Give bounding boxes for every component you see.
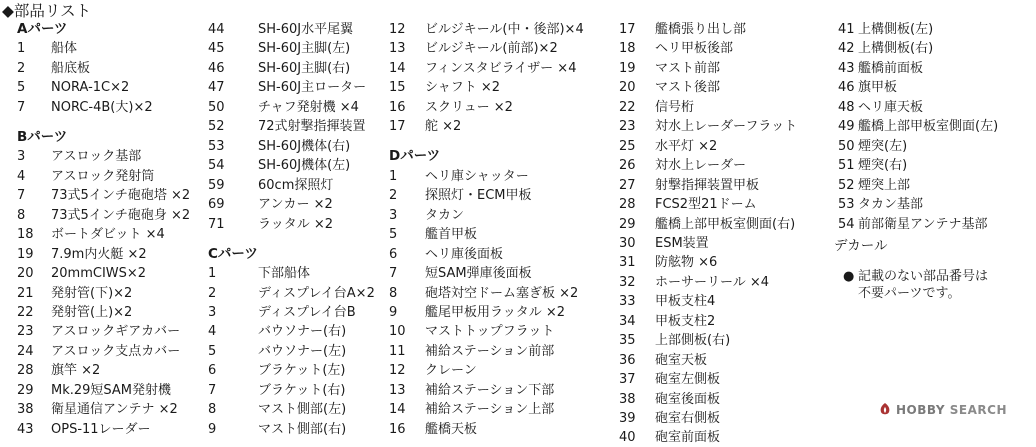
- part-name: ブラケット(左): [258, 363, 346, 379]
- part-name: 船底板: [51, 60, 91, 76]
- part-number: 7: [17, 99, 26, 115]
- part-number: 37: [619, 372, 636, 388]
- part-number: 47: [208, 80, 225, 96]
- parts-group-heading: Aパーツ: [17, 21, 68, 37]
- part-number: 52: [838, 177, 855, 193]
- part-number: 9: [208, 421, 217, 437]
- watermark-label: SEARCH: [949, 403, 1007, 417]
- part-name: ブラケット(右): [258, 382, 346, 398]
- part-number: 3: [389, 207, 398, 223]
- part-number: 39: [619, 411, 636, 426]
- part-number: 41: [838, 22, 855, 37]
- part-number: 17: [389, 119, 406, 135]
- part-name: バウソナー(右): [258, 324, 347, 340]
- part-name: 7.9m内火艇 ×2: [51, 246, 147, 262]
- note-bullet: ●: [843, 269, 855, 284]
- part-number: 51: [838, 158, 855, 174]
- part-number: 22: [17, 304, 34, 320]
- part-name: 砲室天板: [655, 352, 708, 368]
- part-name: ディスプレイ台B: [258, 304, 356, 320]
- part-number: 26: [619, 158, 636, 174]
- part-number: 17: [619, 22, 636, 37]
- part-number: 46: [208, 60, 225, 76]
- part-name: Mk.29短SAM発射機: [51, 382, 172, 398]
- part-name: ヘリ庫天板: [858, 99, 924, 115]
- watermark-brand: HOBBY: [896, 403, 946, 417]
- part-name: アスロックギアカバー: [51, 324, 181, 340]
- part-name: 補給ステーション下部: [425, 382, 555, 398]
- part-name: 73式5インチ砲砲身 ×2: [51, 207, 191, 223]
- parts-group-heading: Cパーツ: [208, 245, 258, 262]
- part-name: 艦橋前面板: [858, 60, 924, 76]
- hobby-search-watermark: [878, 399, 1036, 421]
- part-name: アンカー ×2: [258, 197, 333, 213]
- part-number: 28: [619, 197, 636, 213]
- part-number: 5: [389, 227, 398, 243]
- part-number: 2: [389, 188, 398, 204]
- part-number: 32: [619, 274, 636, 290]
- part-name: ビルジキール(前部)×2: [425, 41, 558, 57]
- part-name: 艦尾甲板用ラッタル ×2: [425, 304, 566, 320]
- part-name: マスト後部: [655, 80, 721, 96]
- part-number: 18: [17, 227, 34, 243]
- part-name: NORA-1C×2: [51, 80, 130, 96]
- part-number: 15: [389, 80, 406, 96]
- part-name: タカン: [425, 207, 465, 223]
- note-line-1: 記載のない部品番号は: [858, 269, 989, 284]
- part-number: 35: [619, 333, 636, 349]
- part-number: 7: [389, 266, 398, 282]
- part-name: ヘリ庫後面板: [425, 246, 504, 262]
- note-line-2: 不要パーツです。: [858, 286, 961, 301]
- part-number: 2: [17, 60, 26, 76]
- part-name: 60cm探照灯: [258, 177, 334, 193]
- parts-group-heading: Bパーツ: [17, 128, 68, 145]
- part-number: 19: [17, 246, 34, 262]
- part-number: 22: [619, 99, 636, 115]
- part-number: 16: [389, 421, 406, 437]
- part-number: 24: [17, 343, 34, 359]
- part-name: SH-60J主ローター: [258, 80, 367, 96]
- part-name: 発射管(下)×2: [51, 285, 133, 301]
- part-name: 探照灯・ECM甲板: [425, 188, 532, 204]
- part-name: ESM装置: [655, 235, 709, 251]
- part-number: 11: [389, 343, 406, 359]
- part-number: 9: [389, 304, 398, 320]
- part-number: 7: [17, 188, 26, 204]
- part-name: 艦橋天板: [425, 421, 478, 437]
- part-name: 20mmCIWS×2: [51, 266, 147, 282]
- part-number: 33: [619, 294, 636, 310]
- part-number: 48: [838, 99, 855, 115]
- part-name: アスロック発射筒: [51, 168, 155, 184]
- part-name: 上部側板(右): [655, 333, 731, 349]
- part-number: 20: [619, 80, 636, 96]
- part-name: 射撃指揮装置甲板: [655, 177, 760, 193]
- part-number: 38: [619, 391, 636, 407]
- part-name: 前部衛星アンテナ基部: [858, 216, 988, 232]
- part-name: 砲室左側板: [655, 372, 721, 388]
- part-number: 13: [389, 382, 406, 398]
- part-number: 10: [389, 324, 406, 340]
- part-name: OPS-11レーダー: [51, 421, 151, 437]
- part-name: ディスプレイ台A×2: [258, 285, 375, 301]
- part-name: バウソナー(左): [258, 343, 347, 359]
- part-name: 信号桁: [655, 99, 695, 115]
- part-number: 14: [389, 60, 406, 76]
- part-name: 煙突上部: [858, 177, 911, 193]
- part-name: 73式5インチ砲砲塔 ×2: [51, 188, 191, 204]
- part-name: マスト側部(右): [258, 421, 347, 437]
- part-number: 6: [389, 246, 398, 262]
- part-number: 36: [619, 352, 636, 368]
- part-number: 50: [208, 99, 225, 115]
- part-number: 28: [17, 363, 34, 379]
- part-number: 31: [619, 255, 636, 271]
- part-name: クレーン: [425, 363, 477, 379]
- part-name: 甲板支柱2: [655, 313, 716, 329]
- part-name: 煙突(左): [858, 138, 908, 154]
- part-name: ビルジキール(中・後部)×4: [425, 22, 584, 37]
- part-number: 1: [17, 41, 26, 57]
- part-number: 49: [838, 119, 855, 135]
- part-number: 8: [389, 285, 398, 301]
- part-name: SH-60J機体(右): [258, 138, 351, 154]
- part-number: 3: [17, 149, 26, 165]
- part-number: 54: [838, 216, 855, 232]
- hobby-search-logo-icon: [878, 402, 892, 417]
- part-number: 46: [838, 80, 855, 96]
- part-number: 25: [619, 138, 636, 154]
- part-name: SH-60J機体(左): [258, 158, 351, 174]
- part-name: 艦橋上部甲板室側面(左): [858, 119, 999, 135]
- part-name: ラッタル ×2: [258, 216, 334, 232]
- part-name: 砲室前面板: [655, 430, 721, 446]
- part-number: 54: [208, 158, 225, 174]
- part-number: 8: [208, 402, 217, 418]
- part-name: 上構側板(右): [858, 41, 934, 57]
- parts-list-title: ◆部品リスト: [2, 2, 92, 20]
- part-number: 38: [17, 402, 34, 418]
- part-name: ホーサーリール ×4: [655, 274, 770, 290]
- part-name: 艦首甲板: [425, 227, 478, 243]
- part-number: 3: [208, 304, 217, 320]
- part-name: 甲板支柱4: [655, 294, 716, 310]
- part-number: 29: [17, 382, 34, 398]
- part-name: スクリュー ×2: [425, 99, 513, 115]
- part-number: 6: [208, 363, 217, 379]
- part-name: ヘリ甲板後部: [655, 41, 734, 57]
- part-number: 20: [17, 266, 34, 282]
- part-name: 補給ステーション上部: [425, 402, 555, 418]
- part-name: 発射管(上)×2: [51, 304, 133, 320]
- part-number: 43: [17, 421, 34, 437]
- part-number: 14: [389, 402, 406, 418]
- part-number: 19: [619, 60, 636, 76]
- part-name: 砲室右側板: [655, 411, 721, 426]
- part-name: アスロック基部: [51, 149, 142, 165]
- part-number: 53: [208, 138, 225, 154]
- part-number: 53: [838, 197, 855, 213]
- part-name: 衛星通信アンテナ ×2: [51, 402, 178, 418]
- part-name: SH-60J主脚(左): [258, 41, 351, 57]
- part-number: 43: [838, 60, 855, 76]
- part-name: 旗竿 ×2: [51, 363, 101, 379]
- watermark-text: [896, 399, 1007, 421]
- part-number: 12: [389, 363, 406, 379]
- part-name: チャフ発射機 ×4: [258, 99, 359, 115]
- part-name: フィンスタビライザー ×4: [425, 60, 577, 76]
- part-name: 短SAM弾庫後面板: [425, 266, 532, 282]
- part-number: 59: [208, 177, 225, 193]
- part-name: 艦橋上部甲板室側面(右): [655, 216, 796, 232]
- part-number: 40: [619, 430, 636, 446]
- part-number: 71: [208, 216, 225, 232]
- part-number: 13: [389, 41, 406, 57]
- part-name: 船体: [51, 41, 78, 57]
- part-name: シャフト ×2: [425, 80, 501, 96]
- part-name: マスト前部: [655, 60, 721, 76]
- part-number: 7: [208, 382, 217, 398]
- part-number: 2: [208, 285, 217, 301]
- part-name: マストトップフラット: [425, 324, 555, 340]
- part-name: 旗甲板: [858, 80, 898, 96]
- part-number: 69: [208, 197, 225, 213]
- part-name: アスロック支点カバー: [51, 343, 181, 359]
- part-name: 舵 ×2: [425, 119, 462, 135]
- part-name: ヘリ庫シャッター: [425, 168, 529, 184]
- part-name: 対水上レーダーフラット: [655, 119, 798, 135]
- part-name: 上構側板(左): [858, 22, 934, 37]
- part-number: 12: [389, 22, 406, 37]
- part-name: ボートダビット ×4: [51, 227, 165, 243]
- part-number: 16: [389, 99, 406, 115]
- part-number: 8: [17, 207, 26, 223]
- part-number: 4: [208, 324, 217, 340]
- part-name: 72式射撃指揮装置: [258, 119, 366, 135]
- part-name: 下部船体: [258, 266, 311, 282]
- part-number: 18: [619, 41, 636, 57]
- part-name: 砲室後面板: [655, 391, 721, 407]
- part-name: タカン基部: [858, 197, 924, 213]
- part-number: 45: [208, 41, 225, 57]
- part-number: 23: [619, 119, 636, 135]
- part-number: 27: [619, 177, 636, 193]
- part-name: 砲塔対空ドーム塞ぎ板 ×2: [425, 285, 579, 301]
- part-number: 52: [208, 119, 225, 135]
- part-name: 補給ステーション前部: [425, 343, 555, 359]
- decal-heading: デカール: [834, 238, 888, 254]
- part-number: 21: [17, 285, 34, 301]
- part-number: 29: [619, 216, 636, 232]
- part-number: 34: [619, 313, 636, 329]
- part-name: マスト側部(左): [258, 402, 347, 418]
- part-name: 水平灯 ×2: [655, 138, 718, 154]
- part-name: SH-60J水平尾翼: [258, 22, 354, 37]
- part-name: SH-60J主脚(右): [258, 60, 351, 76]
- part-name: 煙突(右): [858, 158, 908, 174]
- parts-group-heading: Dパーツ: [389, 148, 441, 165]
- part-number: 42: [838, 41, 855, 57]
- part-number: 1: [389, 168, 398, 184]
- part-name: NORC-4B(大)×2: [51, 99, 153, 115]
- part-number: 50: [838, 138, 855, 154]
- part-name: 艦橋張り出し部: [655, 22, 747, 37]
- part-number: 44: [208, 22, 225, 37]
- part-number: 1: [208, 266, 217, 282]
- part-number: 5: [17, 80, 26, 96]
- part-name: 対水上レーダー: [655, 158, 747, 174]
- part-number: 5: [208, 343, 217, 359]
- part-number: 30: [619, 235, 636, 251]
- part-name: 防舷物 ×6: [655, 255, 718, 271]
- part-number: 4: [17, 168, 26, 184]
- part-name: FCS2型21ドーム: [655, 197, 757, 213]
- part-number: 23: [17, 324, 34, 340]
